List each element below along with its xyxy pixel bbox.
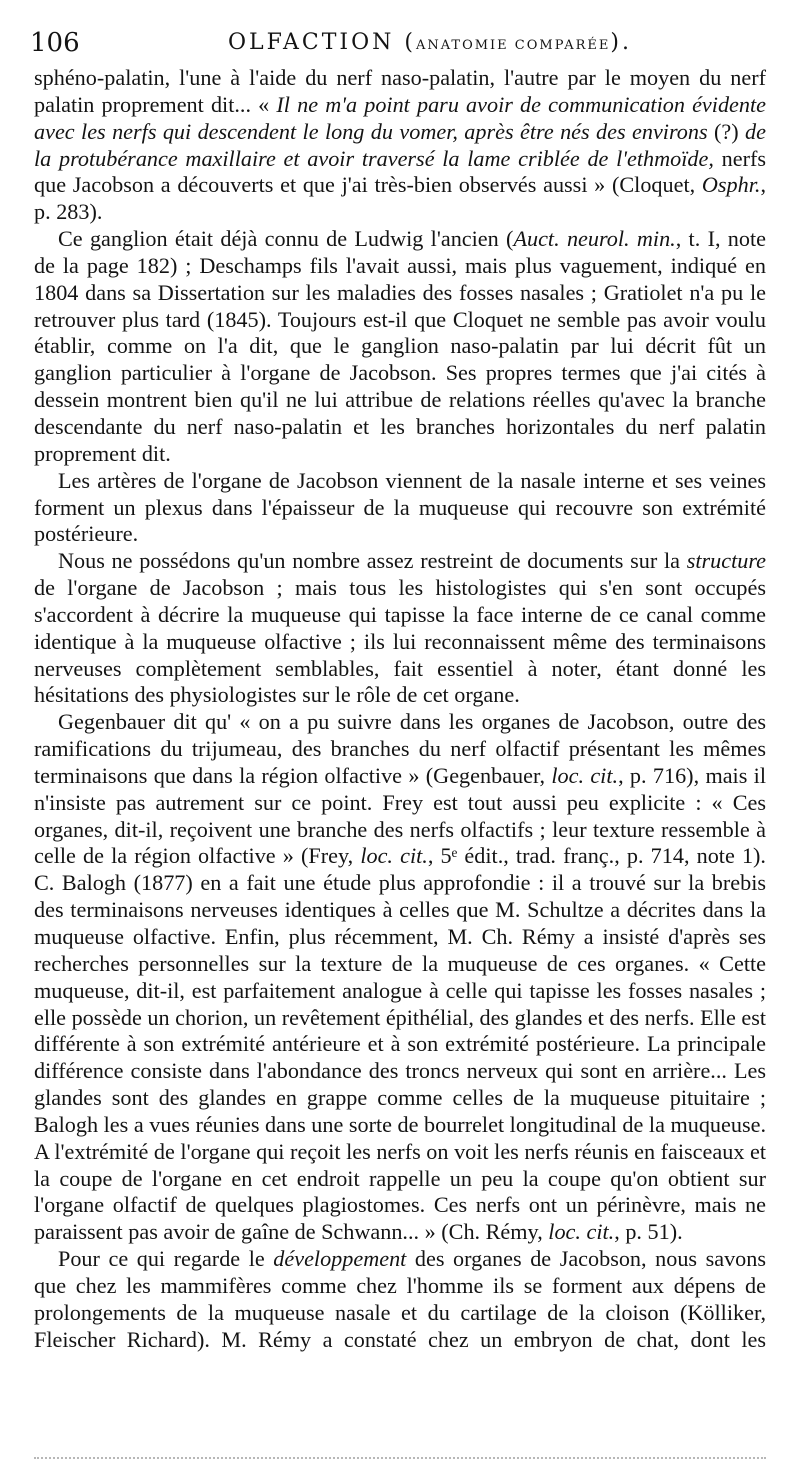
running-title-subtitle: ANATOMIE COMPARÉE [415,38,611,53]
italic-text: Auct. neurol. min. [513,226,676,252]
footer-rule [34,1457,766,1463]
text-run: Pour ce qui regarde le [58,1246,274,1272]
text-run: , p. 283). [34,172,766,225]
text-run: , 5ᵉ édit., trad. franç., p. 714, note 1). C. Balogh (1877) en a fait une étude plus approfondie : il a trouvé sur la brebis des terminaisons nerveuses identiques à celles que M. Schultze a décrites dans la muqueuse olfactive. Enfin, plus récemment, M. Ch. Rémy a insisté d'après ses recherches personnelles sur la texture de la muqueuse de ces organes. « Cette muqueuse, dit-il, est parfaitement analogue à celle qui tapisse les fosses nasales ; elle possède un chorion, un revêtement épithélial, des glandes et des nerfs. Elle est différente à son extrémité antérieure et à son extrémité postérieure. La principale différence consiste dans l'abondance des troncs nerveux qui sont en arrière... Les glandes sont des glandes en grappe comme celles de la muqueuse pituitaire ; Balogh les a vues réunies dans une sorte de bourrelet longitudinal de la muqueuse. A l'extrémité de l'organe qui reçoit les nerfs on voit les nerfs réunis en faisceaux et la coupe de l'organe en cet endroit rappelle un peu la coupe qu'on obtient sur l'organe olfactif de quelques plagiostomes. Ces nerfs ont un périnèvre, mais ne paraissent pas avoir de gaîne de Schwann... » (Ch. Rémy, [34,843,766,1245]
running-title [228,30,632,55]
running-title-end: ). [610,30,632,55]
paragraph-5 [34,709,766,1246]
text-run: des organes de Jacobson, nous savons que chez les mammifères comme chez l'homme ils se forment aux dépens de prolongements de la muqueuse nasale et du cartilage de la cloison (Kölliker, Fleischer Richard). M. Rémy a constaté chez un embryon de chat, dont les [34,1246,767,1352]
paragraph-6 [34,1246,766,1353]
italic-text: Osphr. [701,172,761,198]
page-number: 106 [30,28,80,58]
text-run: (?) [707,118,746,144]
running-title-main: OLFACTION ( [228,30,416,55]
italic-text: loc. cit. [548,1219,615,1245]
text-run: nerfs que Jacobson a découverts et que j'ai très-bien observés aussi » (Cloquet, [34,145,766,198]
italic-text: loc. cit. [360,843,428,869]
text-run: , p. 716), mais il n'insiste pas autrement sur ce point. Frey est tout aussi peu explicite : « Ces organes, dit-il, reçoivent une branche des nerfs olfactifs ; leur texture ressemble à celle de la région olfactive » (Frey, [34,762,767,869]
italic-text: développement [273,1246,407,1272]
text-run: , t. I, note de la page 182) ; Deschamps fils l'avait aussi, mais plus vaguement, indiqué en 1804 dans sa Dissertation sur les maladies des fosses nasales ; Gratiolet n'a pu le retrouver plus tard (1845). Toujours est-il que Cloquet ne semble pas avoir voulu établir, comme on l'a dit, que le ganglion naso-palatin par lui décrit fût un ganglion particulier à l'organe de Jacobson. Ses propres termes que j'ai cités à dessein montrent bien qu'il ne lui attribue de relations réelles qu'avec la branche descendante du nerf naso-palatin et les branches horizontales du nerf palatin proprement dit. [34,226,766,466]
italic-text: structure [686,548,766,574]
text-run: Les artères de l'organe de Jacobson viennent de la nasale interne et ses veines forment un plexus dans l'épaisseur de la muqueuse qui recouvre son extrémité postérieure. [34,467,766,547]
italic-text: Il ne m'a point paru avoir de communication évidente avec les nerfs qui descendent le long du vomer, après être nés des environs [34,91,766,144]
text-run: Gegenbauer dit qu' « on a pu suivre dans les organes de Jacobson, outre des ramifications du trijumeau, des branches du nerf olfactif présentant les mêmes terminaisons que dans la région olfactive » (Gegenbauer, [34,709,766,788]
italic-text: de la protubérance maxillaire et avoir traversé la lame criblée de l'ethmoïde, [34,118,766,171]
text-run: Ce ganglion était déjà connu de Ludwig l'ancien ( [58,226,514,252]
paragraph-1 [34,65,766,226]
italic-text: loc. cit. [551,762,619,788]
body-text [34,65,766,1354]
text-run: de l'organe de Jacobson ; mais tous les histologistes qui s'en sont occupés s'accordent à décrire la muqueuse qui tapisse la face interne de ce canal comme identique à la muqueuse olfactive ; ils lui reconnaissent même des terminaisons nerveuses complètement semblables, fait essentiel à noter, étant donné les hésitations des physiologistes sur le rôle de cet organe. [34,575,766,708]
text-run: Nous ne possédons qu'un nombre assez restreint de documents sur la [58,548,687,574]
paragraph-3 [34,468,766,549]
paragraph-2 [34,226,766,468]
text-run: , p. 51). [614,1219,683,1245]
text-run: sphéno-palatin, l'une à l'aide du nerf naso-palatin, l'autre par le moyen du nerf palatin proprement dit... « [34,65,766,117]
paragraph-4 [34,548,766,709]
page-header [0,28,800,62]
